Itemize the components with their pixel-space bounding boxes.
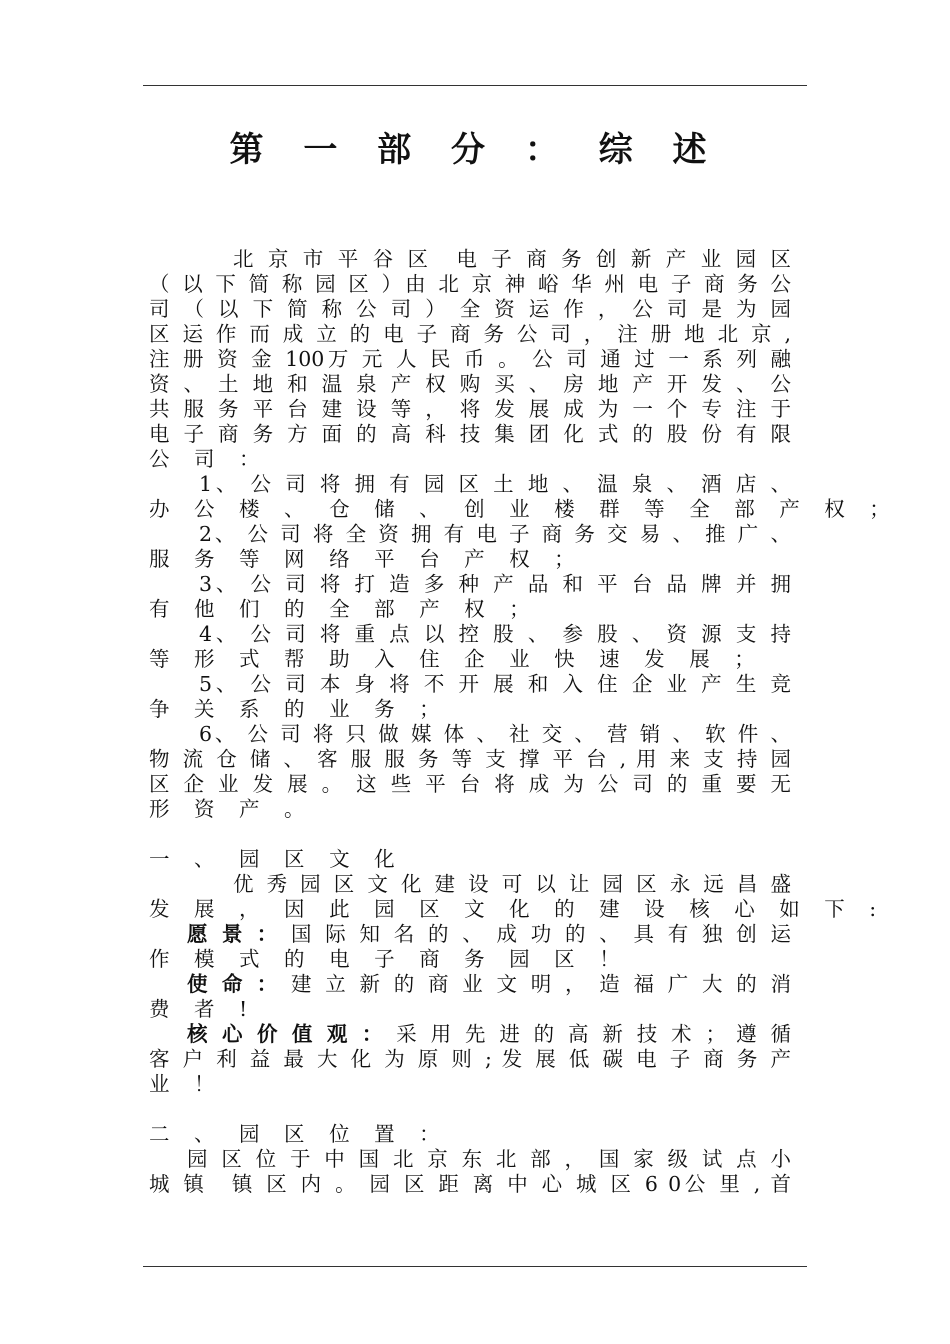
values-cont: 客 户 利 益 最 大 化 为 原 则 ; 发 展 低 碳 电 子 商 务 产	[149, 1047, 791, 1071]
list-item-line: 1、 公 司 将 拥 有 园 区 土 地 、 温 泉 、 酒 店 、	[199, 472, 791, 496]
footer-rule	[143, 1266, 807, 1267]
values-label: 核 心 价 值 观 ：	[187, 1022, 387, 1046]
intro-line: 区 运 作 而 成 立 的 电 子 商 务 公 司 ， 注 册 地 北 京 ,	[149, 322, 791, 346]
values-line	[149, 1022, 791, 1047]
mission-text: 建 立 新 的 商 业 文 明 ， 造 福 广 大 的 消	[291, 972, 791, 996]
mission-line	[149, 972, 791, 997]
section-line: 城 镇 镇 区 内 。 园 区 距 离 中 心 城 区 6 0公 里 , 首	[149, 1172, 791, 1196]
document-body	[149, 247, 899, 1197]
section-line: 优 秀 园 区 文 化 建 设 可 以 让 园 区 永 远 昌 盛	[233, 872, 791, 896]
list-item-line: 办 公 楼 、 仓 储 、 创 业 楼 群 等 全 部 产 权 ；	[149, 497, 899, 521]
mission-label: 使 命 ：	[187, 972, 281, 996]
list-item-line: 6、 公 司 将 只 做 媒 体 、 社 交 、 营 销 、 软 件 、	[199, 722, 791, 746]
header-rule	[143, 85, 807, 86]
intro-line: 电 子 商 务 方 面 的 高 科 技 集 团 化 式 的 股 份 有 限	[149, 422, 791, 446]
list-item-line: 形 资 产 。	[149, 797, 314, 821]
list-item-line: 等 形 式 帮 助 入 住 企 业 快 速 发 展 ；	[149, 647, 764, 671]
section-line: 园 区 位 于 中 国 北 京 东 北 部 ， 国 家 级 试 点 小	[187, 1147, 791, 1171]
list-item-line: 物 流 仓 储 、 客 服 服 务 等 支 撑 平 台 , 用 来 支 持 园	[149, 747, 791, 771]
intro-line: 资 、 土 地 和 温 泉 产 权 购 买 、 房 地 产 开 发 、 公	[149, 372, 791, 396]
values-text: 采 用 先 进 的 高 新 技 术 ； 遵 循	[396, 1022, 791, 1046]
vision-text: 国 际 知 名 的 、 成 功 的 、 具 有 独 创 运	[291, 922, 791, 946]
intro-line: 北 京 市 平 谷 区 电 子 商 务 创 新 产 业 园 区	[233, 247, 791, 271]
intro-line: 公 司 ：	[149, 447, 269, 471]
page-title: 第 一 部 分 ： 综 述	[229, 130, 721, 170]
intro-line: 司 （ 以 下 简 称 公 司 ） 全 资 运 作 ， 公 司 是 为 园	[149, 297, 791, 321]
list-item-line: 3、 公 司 将 打 造 多 种 产 品 和 平 台 品 牌 并 拥	[199, 572, 791, 596]
list-item-line: 争 关 系 的 业 务 ；	[149, 697, 449, 721]
vision-label: 愿 景 ：	[187, 922, 281, 946]
list-item-line: 2、 公 司 将 全 资 拥 有 电 子 商 务 交 易 、 推 广 、	[199, 522, 791, 546]
section-line: 发 展 ， 因 此 园 区 文 化 的 建 设 核 心 如 下 :	[149, 897, 886, 921]
vision-line	[149, 922, 791, 947]
intro-line: （ 以 下 简 称 园 区 ）由 北 京 神 峪 华 州 电 子 商 务 公	[149, 272, 791, 296]
list-item-line: 有 他 们 的 全 部 产 权 ；	[149, 597, 539, 621]
vision-cont: 作 模 式 的 电 子 商 务 园 区 ！	[149, 947, 629, 971]
list-item-line: 服 务 等 网 络 平 台 产 权 ；	[149, 547, 584, 571]
intro-line: 共 服 务 平 台 建 设 等 ， 将 发 展 成 为 一 个 专 注 于	[149, 397, 791, 421]
section-heading: 二 、 园 区 位 置 ：	[149, 1122, 449, 1146]
list-item-line: 5、 公 司 本 身 将 不 开 展 和 入 住 企 业 产 生 竞	[199, 672, 791, 696]
values-cont: 业 ！	[149, 1072, 224, 1096]
list-item-line: 区 企 业 发 展 。 这 些 平 台 将 成 为 公 司 的 重 要 无	[149, 772, 791, 796]
mission-cont: 费 者 !	[149, 997, 257, 1021]
section-heading: 一 、 园 区 文 化	[149, 847, 404, 871]
intro-line: 注 册 资 金 100万 元 人 民 币 。 公 司 通 过 一 系 列 融	[149, 347, 791, 371]
list-item-line: 4、 公 司 将 重 点 以 控 股 、 参 股 、 资 源 支 持	[199, 622, 791, 646]
